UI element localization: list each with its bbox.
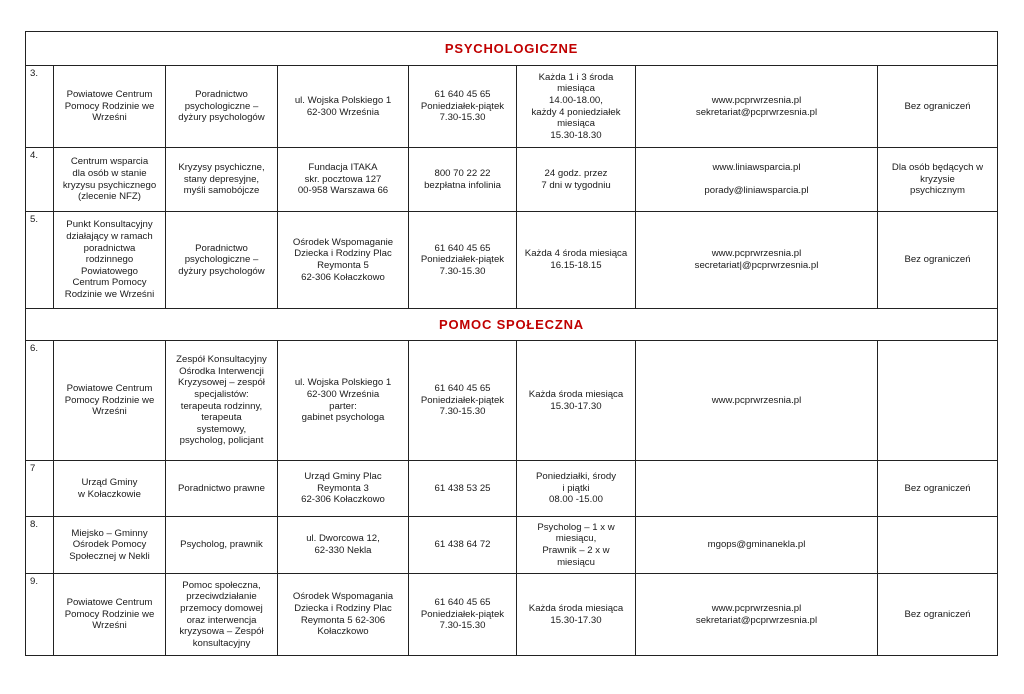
row-number: 7: [26, 461, 54, 517]
table-row: [26, 66, 998, 148]
institution-cell: Punkt Konsultacyjny działający w ramach poradnictwa rodzinnego Powiatowego Centrum Pomocy Rodzinie we Wrześni: [54, 212, 166, 309]
section-title: POMOC SPOŁECZNA: [26, 309, 998, 341]
row-number: 5.: [26, 212, 54, 309]
phone-hours-cell: 61 640 45 65 Poniedziałek-piątek 7.30-15.30: [409, 66, 517, 148]
institution-cell: Powiatowe Centrum Pomocy Rodzinie we Wrześni: [54, 341, 166, 461]
schedule-cell: 24 godz. przez 7 dni w tygodniu: [517, 148, 636, 212]
schedule-cell: Każda środa miesiąca 15.30-17.30: [517, 574, 636, 656]
phone-hours-cell: 61 640 45 65 Poniedziałek-piątek 7.30-15.30: [409, 574, 517, 656]
web-email-cell: www.liniawsparcia.pl porady@liniawsparcia.pl: [636, 148, 878, 212]
service-cell: Psycholog, prawnik: [166, 517, 278, 574]
table-row: [26, 517, 998, 574]
schedule-cell: Każda 4 środa miesiąca 16.15-18.15: [517, 212, 636, 309]
institution-cell: Powiatowe Centrum Pomocy Rodzinie we Wrześni: [54, 66, 166, 148]
service-cell: Pomoc społeczna, przeciwdziałanie przemocy domowej oraz interwencja kryzysowa – Zespół konsultacyjny: [166, 574, 278, 656]
web-email-cell: www.pcprwrzesnia.pl sekretariat@pcprwrzesnia.pl: [636, 574, 878, 656]
phone-hours-cell: 61 640 45 65 Poniedziałek-piątek 7.30-15.30: [409, 212, 517, 309]
row-number: 6.: [26, 341, 54, 461]
row-number: 8.: [26, 517, 54, 574]
web-email-cell: www.pcprwrzesnia.pl secretariat|@pcprwrzesnia.pl: [636, 212, 878, 309]
service-cell: Kryzysy psychiczne, stany depresyjne, myśli samobójcze: [166, 148, 278, 212]
institution-cell: Miejsko – Gminny Ośrodek Pomocy Społecznej w Nekli: [54, 517, 166, 574]
phone-hours-cell: 61 640 45 65 Poniedziałek-piątek 7.30-15.30: [409, 341, 517, 461]
address-cell: ul. Dworcowa 12, 62-330 Nekla: [278, 517, 409, 574]
row-number: 3.: [26, 66, 54, 148]
section-title: PSYCHOLOGICZNE: [26, 32, 998, 66]
eligibility-cell: Bez ograniczeń: [878, 461, 998, 517]
service-cell: Poradnictwo psychologiczne – dyżury psychologów: [166, 66, 278, 148]
address-cell: Fundacja ITAKA skr. pocztowa 127 00-958 Warszawa 66: [278, 148, 409, 212]
schedule-cell: Poniedziałki, środy i piątki 08.00 -15.00: [517, 461, 636, 517]
address-cell: Ośrodek Wspomaganie Dziecka i Rodziny Plac Reymonta 5 62-306 Kołaczkowo: [278, 212, 409, 309]
service-cell: Zespół Konsultacyjny Ośrodka Interwencji Kryzysowej – zespół specjalistów: terapeuta rodzinny, terapeuta systemowy, psycholog, policjant: [166, 341, 278, 461]
address-cell: ul. Wojska Polskiego 1 62-300 Września: [278, 66, 409, 148]
web-email-cell: mgops@gminanekla.pl: [636, 517, 878, 574]
table-row: [26, 341, 998, 461]
institution-cell: Centrum wsparcia dla osób w stanie kryzysu psychicznego (zlecenie NFZ): [54, 148, 166, 212]
eligibility-cell: Bez ograniczeń: [878, 66, 998, 148]
web-email-cell: [636, 461, 878, 517]
eligibility-cell: Bez ograniczeń: [878, 212, 998, 309]
eligibility-cell: Dla osób będących w kryzysie psychicznym: [878, 148, 998, 212]
table-row: [26, 148, 998, 212]
services-table: [25, 31, 998, 656]
row-number: 4.: [26, 148, 54, 212]
schedule-cell: Każda 1 i 3 środa miesiąca 14.00-18.00, każdy 4 poniedziałek miesiąca 15.30-18.30: [517, 66, 636, 148]
table-row: [26, 574, 998, 656]
eligibility-cell: [878, 517, 998, 574]
phone-hours-cell: 800 70 22 22 bezpłatna infolinia: [409, 148, 517, 212]
address-cell: Urząd Gminy Plac Reymonta 3 62-306 Kołaczkowo: [278, 461, 409, 517]
web-email-cell: www.pcprwrzesnia.pl: [636, 341, 878, 461]
eligibility-cell: [878, 341, 998, 461]
service-cell: Poradnictwo prawne: [166, 461, 278, 517]
institution-cell: Urząd Gminy w Kołaczkowie: [54, 461, 166, 517]
phone-hours-cell: 61 438 64 72: [409, 517, 517, 574]
section-header-row: [26, 309, 998, 341]
phone-hours-cell: 61 438 53 25: [409, 461, 517, 517]
section-header-row: [26, 32, 998, 66]
address-cell: Ośrodek Wspomagania Dziecka i Rodziny Plac Reymonta 5 62-306 Kołaczkowo: [278, 574, 409, 656]
schedule-cell: Każda środa miesiąca 15.30-17.30: [517, 341, 636, 461]
service-cell: Poradnictwo psychologiczne – dyżury psychologów: [166, 212, 278, 309]
table-row: [26, 461, 998, 517]
schedule-cell: Psycholog – 1 x w miesiącu, Prawnik – 2 x w miesiącu: [517, 517, 636, 574]
eligibility-cell: Bez ograniczeń: [878, 574, 998, 656]
institution-cell: Powiatowe Centrum Pomocy Rodzinie we Wrześni: [54, 574, 166, 656]
address-cell: ul. Wojska Polskiego 1 62-300 Września parter: gabinet psychologa: [278, 341, 409, 461]
web-email-cell: www.pcprwrzesnia.pl sekretariat@pcprwrzesnia.pl: [636, 66, 878, 148]
row-number: 9.: [26, 574, 54, 656]
table-row: [26, 212, 998, 309]
